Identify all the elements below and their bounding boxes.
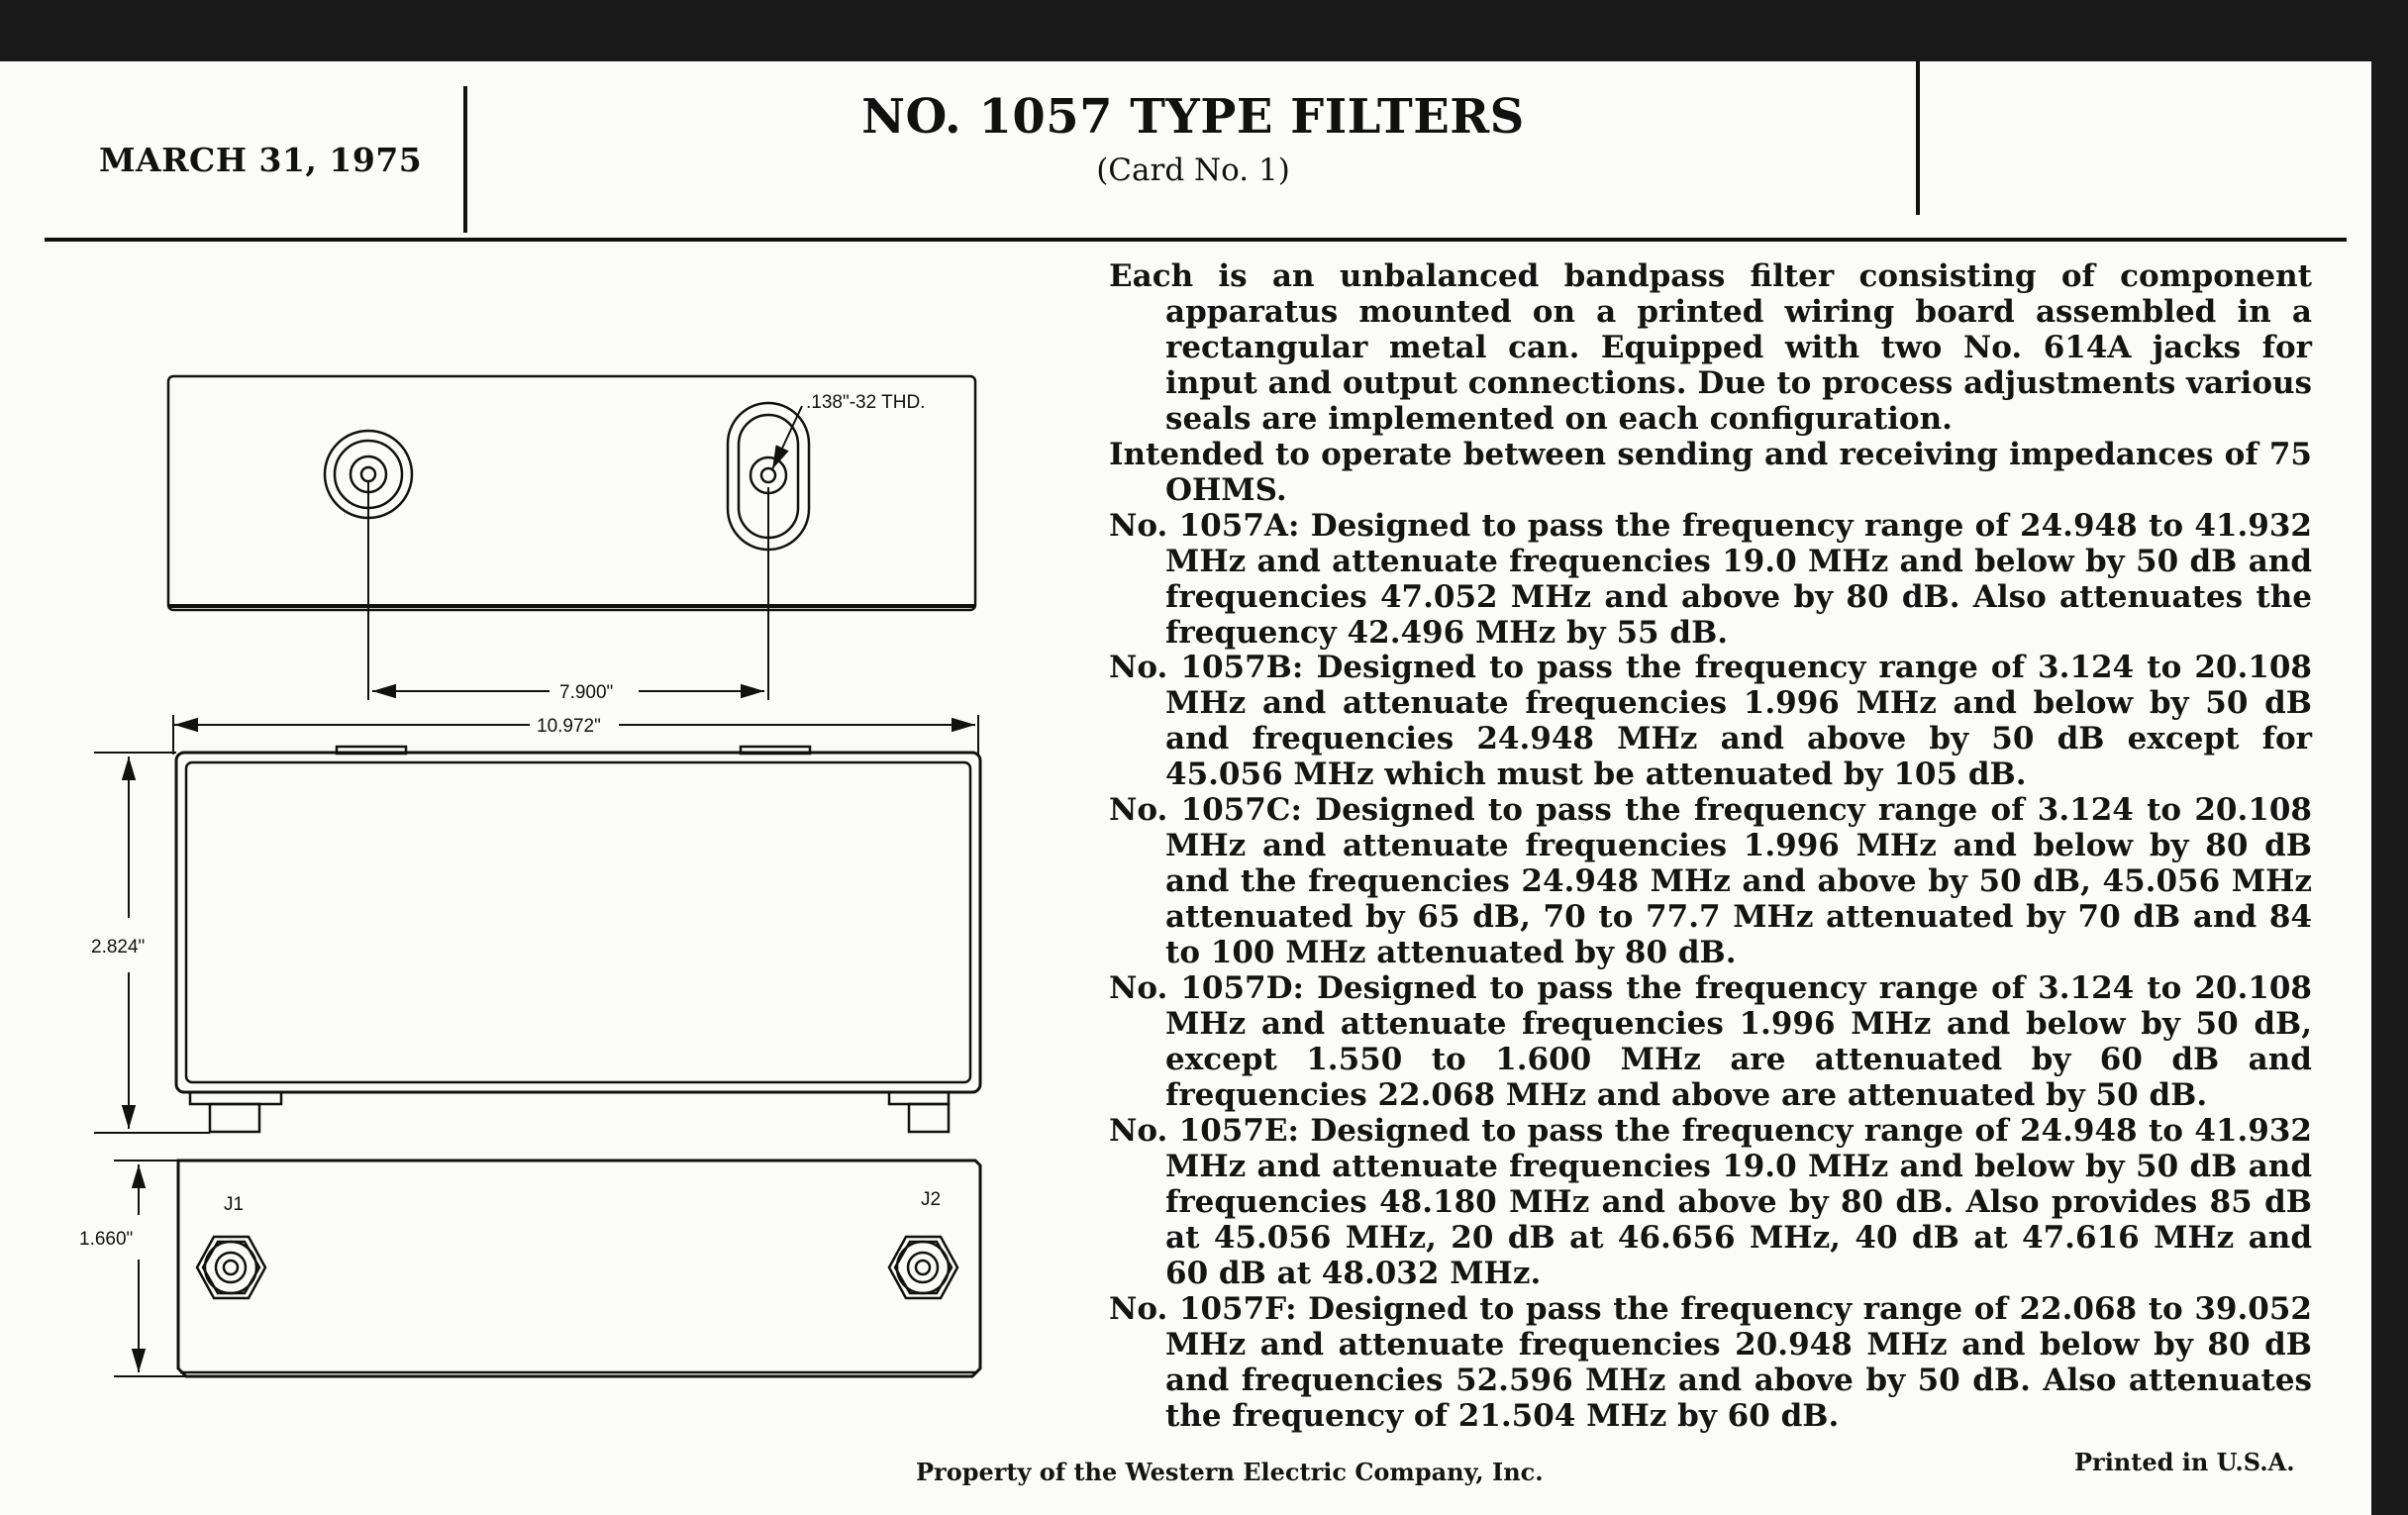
- type-text: Designed to pass the frequency range of 22.068 to 39.052 MHz and attenuate frequencies 20.948 MHz and below by 80 dB and frequencies 52.596 MHz and above by 50 dB. Also attenuates the frequency of 21.504 MHz by 60 dB.: [1165, 1290, 2312, 1434]
- dimension-10972: 10.972": [537, 716, 601, 737]
- description: [1109, 259, 2312, 1434]
- jack-j2: [889, 1237, 957, 1298]
- type-1057c: [1109, 793, 2312, 971]
- dimension-1660: 1.660": [79, 1229, 134, 1250]
- header-rule: [45, 238, 2347, 242]
- type-text: Designed to pass the frequency range of 3.124 to 20.108 MHz and attenuate frequencies 1.996 MHz and below by 50 dB and frequencies 24.948 MHz and above by 50 dB except for 45.056 MHz which must be attenuated by 105 dB.: [1165, 650, 2312, 793]
- type-text: Designed to pass the frequency range of 3.124 to 20.108 MHz and attenuate frequencies 1.996 MHz and below by 80 dB and the frequencies 24.948 MHz and above by 50 dB, 45.056 MHz attenuated by 65 dB, 70 to 77.7 MHz attenuated by 70 dB and 84 to 100 MHz attenuated by 80 dB.: [1165, 792, 2313, 971]
- description-impedance: Intended to operate between sending and receiving impedances of 75 OHMS.: [1109, 436, 2312, 508]
- filter-drawing: [0, 259, 1050, 1487]
- dimension-2824: 2.824": [91, 937, 146, 958]
- card-number: (Card No. 1): [1096, 152, 1290, 188]
- footer-printed: Printed in U.S.A.: [2074, 1448, 2295, 1476]
- description-intro: Each is an unbalanced bandpass filter consisting of component apparatus mounted on a printed wiring board assembled in a rectangular metal can. Equipped with two No. 614A jacks for input and output connections. Due to process adjustments various seals are implemented on each configuration.: [1109, 258, 2312, 437]
- bottom-view-outline: [178, 1161, 980, 1376]
- thread-label: .138"-32 THD.: [806, 392, 926, 413]
- type-1057e: [1109, 1114, 2312, 1292]
- jack-j2-label: J2: [921, 1189, 942, 1210]
- type-code: No. 1057D:: [1109, 970, 1304, 1007]
- front-view-outline: [176, 747, 980, 1132]
- type-code: No. 1057B:: [1109, 650, 1304, 686]
- page-title: NO. 1057 TYPE FILTERS: [861, 89, 1525, 145]
- catalog-card: [0, 61, 2371, 1515]
- jack-j1: [197, 1237, 265, 1298]
- type-text: Designed to pass the frequency range of 24.948 to 41.932 MHz and attenuate frequencies 19.0 MHz and below by 50 dB and frequencies 48.180 MHz and above by 80 dB. Also provides 85 dB at 45.056 MHz, 20 dB at 46.656 MHz, 40 dB at 47.616 MHz and 60 dB at 48.032 MHz.: [1165, 1112, 2313, 1291]
- footer-property: Property of the Western Electric Company, Inc.: [916, 1458, 1544, 1486]
- dimension-7900: 7.900": [559, 682, 614, 703]
- type-text: Designed to pass the frequency range of 3.124 to 20.108 MHz and attenuate frequencies 1.996 MHz and below by 50 dB, except 1.550 to 1.600 MHz are attenuated by 60 dB and frequencies 22.068 MHz and above are attenuated by 50 dB.: [1165, 970, 2312, 1113]
- type-text: Designed to pass the frequency range of 24.948 to 41.932 MHz and attenuate frequencies 19.0 MHz and below by 50 dB and frequencies 47.052 MHz and above by 80 dB. Also attenuates the frequency 42.496 MHz by 55 dB.: [1165, 507, 2313, 651]
- card-date: MARCH 31, 1975: [99, 141, 423, 179]
- jack-j1-label: J1: [224, 1194, 245, 1215]
- type-code: No. 1057A:: [1109, 507, 1300, 544]
- type-1057a: [1109, 509, 2312, 652]
- type-code: No. 1057F:: [1109, 1290, 1297, 1327]
- type-1057b: [1109, 651, 2312, 793]
- type-code: No. 1057C:: [1109, 792, 1302, 829]
- type-1057d: [1109, 971, 2312, 1114]
- type-code: No. 1057E:: [1109, 1112, 1300, 1149]
- type-1057f: [1109, 1292, 2312, 1435]
